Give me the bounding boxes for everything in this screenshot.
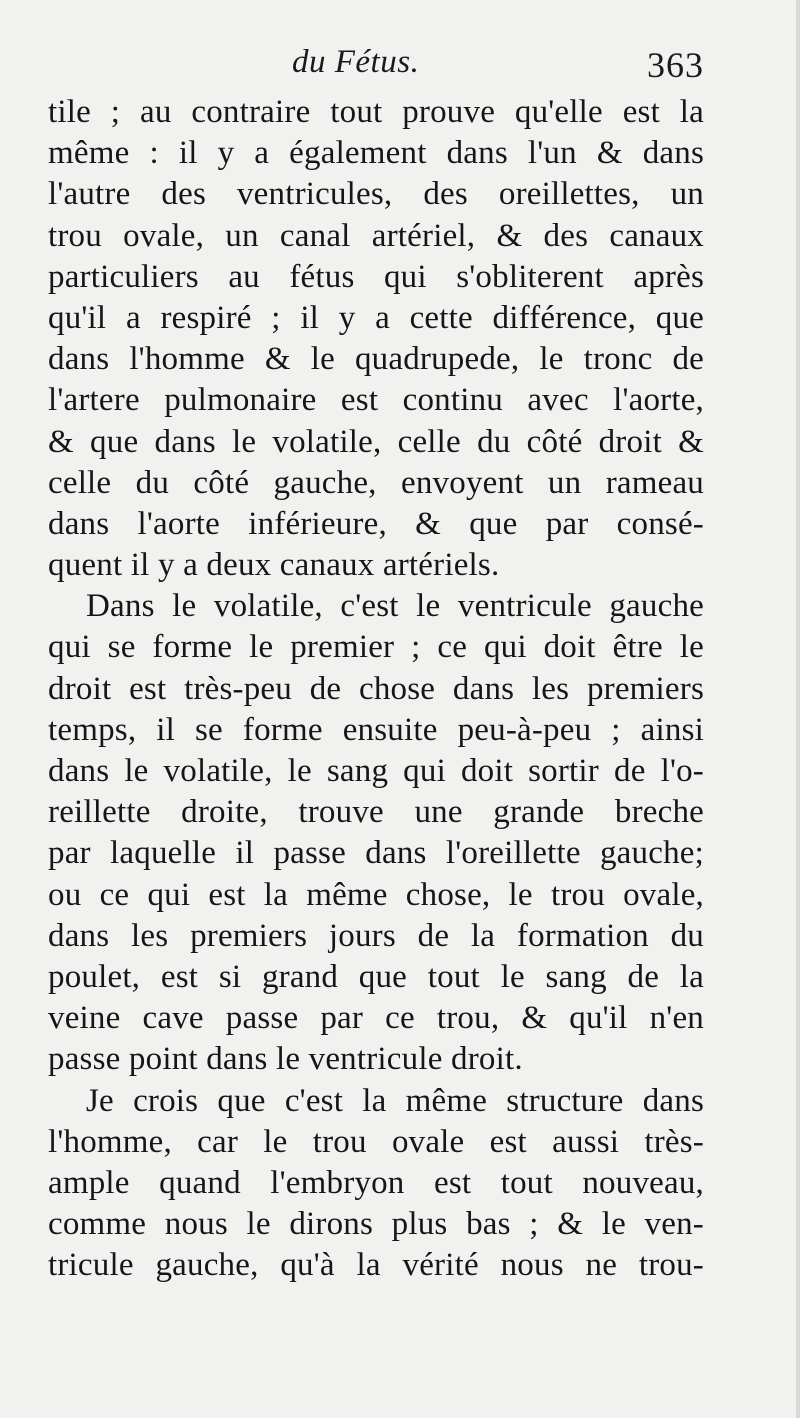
page-header <box>48 44 704 92</box>
paragraph-1 <box>48 92 704 586</box>
text-line: l'autre des ventricules, des oreillettes, un <box>48 176 704 213</box>
text-line: l'homme, car le trou ovale est aussi très- <box>48 1123 704 1160</box>
text-line: l'artere pulmonaire est continu avec l'aorte, <box>48 382 704 419</box>
text-line: dans l'aorte inférieure, & que par consé- <box>48 505 704 542</box>
running-title: du Fétus. <box>292 44 420 80</box>
text-line: ample quand l'embryon est tout nouveau, <box>48 1164 704 1201</box>
text-line: dans l'homme & le quadrupede, le tronc de <box>48 341 704 378</box>
text-line: passe point dans le ventricule droit. <box>48 1041 523 1078</box>
text-line: quent il y a deux canaux artériels. <box>48 547 500 584</box>
text-line: qu'il a respiré ; il y a cette différence, que <box>48 299 704 336</box>
text-line: dans les premiers jours de la formation du <box>48 917 704 954</box>
text-line: veine cave passe par ce trou, & qu'il n'en <box>48 1000 704 1037</box>
text-line: comme nous le dirons plus bas ; & le ven- <box>48 1206 704 1243</box>
text-line: poulet, est si grand que tout le sang de la <box>48 958 704 995</box>
text-line: temps, il se forme ensuite peu-à-peu ; ainsi <box>48 711 704 748</box>
text-line: dans le volatile, le sang qui doit sortir de l'o- <box>48 753 704 789</box>
paragraph-2 <box>48 586 704 1080</box>
text-line: & que dans le volatile, celle du côté droit & <box>48 423 704 460</box>
text-line: reillette droite, trouve une grande breche <box>48 794 704 831</box>
body-text <box>48 92 704 1286</box>
text-line: même : il y a également dans l'un & dans <box>48 135 704 172</box>
text-line: trou ovale, un canal artériel, & des canaux <box>48 217 704 254</box>
text-line: tile ; au contraire tout prouve qu'elle est la <box>48 94 704 130</box>
text-line: droit est très-peu de chose dans les premiers <box>48 670 704 707</box>
text-line: Dans le volatile, c'est le ventricule gauche <box>86 588 704 625</box>
text-line: qui se forme le premier ; ce qui doit être le <box>48 629 704 666</box>
text-line: tricule gauche, qu'à la vérité nous ne trou- <box>48 1247 704 1284</box>
text-line: particuliers au fétus qui s'obliterent après <box>48 258 704 295</box>
text-line: Je crois que c'est la même structure dans <box>86 1082 704 1119</box>
text-line: par laquelle il passe dans l'oreillette gauche; <box>48 835 704 872</box>
text-line: celle du côté gauche, envoyent un rameau <box>48 464 704 501</box>
paragraph-3 <box>48 1081 704 1287</box>
page-number: 363 <box>647 45 704 85</box>
text-line: ou ce qui est la même chose, le trou ovale, <box>48 876 704 913</box>
